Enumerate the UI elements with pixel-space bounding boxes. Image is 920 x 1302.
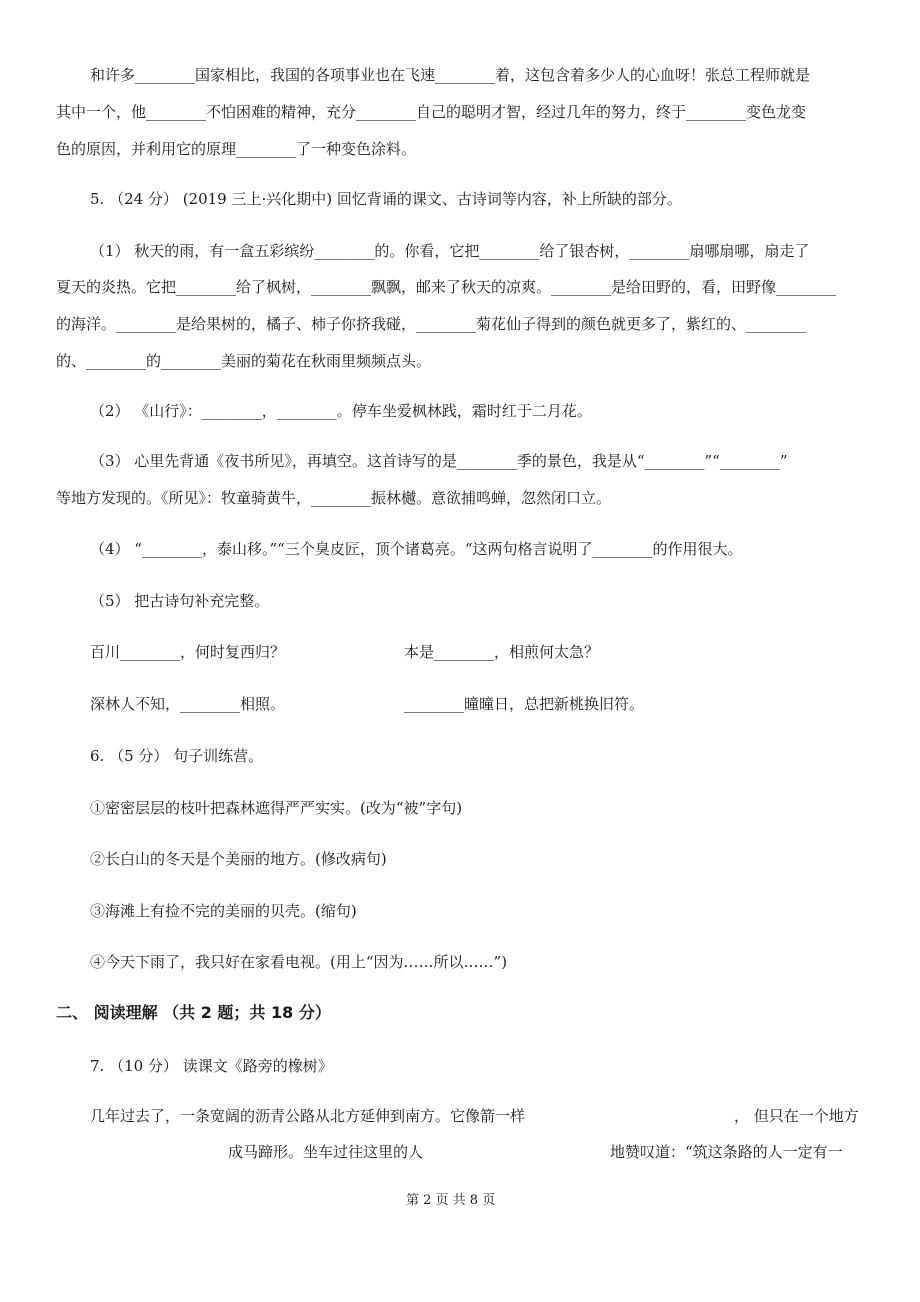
q6-item-4: ④今天下雨了，我只好在家看电视。(用上“因为……所以……”): [90, 953, 508, 971]
reading-line-2a: 成马蹄形。坐车过往这里的人: [228, 1143, 424, 1161]
poem-line-3: 深林人不知，________相照。: [90, 695, 286, 713]
page-footer: 第 2 页 共 8 页: [406, 1193, 496, 1208]
q5-part4: （4） “________，泰山移。”“三个臭皮匠，顶个诸葛亮。“这两句格言说明了________的作用很大。: [90, 540, 743, 558]
q5-part1-line-4: 的、________的________美丽的菊花在秋雨里频频点头。: [56, 352, 432, 370]
q5-part5-heading: （5） 把古诗句补充完整。: [90, 592, 270, 610]
q5-part1-line-3: 的海洋。________是给果树的，橘子、柿子你挤我碰，________菊花仙子得到的颜色就更多了，紫红的、________: [56, 315, 807, 333]
q6-item-1: ①密密层层的枝叶把森林遮得严严实实。(改为“被”字句): [90, 799, 463, 817]
text-line-1: 和许多________国家相比，我国的各项事业也在飞速________着，这包含着多少人的心血呀！张总工程师就是: [90, 66, 811, 84]
q5-part3-line-1: （3） 心里先背通《夜书所见》，再填空。这首诗写的是________季的景色，我是从“________”“________”: [90, 452, 788, 470]
q5-part2: （2） 《山行》：________，________。停车坐爱枫林践，霜时红于二月花。: [90, 402, 592, 420]
reading-line-1b: ， 但只在一个地方: [734, 1107, 859, 1125]
text-line-2: 其中一个，他________不怕困难的精神，充分________自己的聪明才智，经过几年的努力，终于________变色龙变: [56, 103, 807, 121]
question-5-heading: 5. （24 分） (2019 三上·兴化期中) 回忆背诵的课文、古诗词等内容，补上所缺的部分。: [90, 190, 682, 208]
poem-line-2: 本是________，相煎何太急？: [404, 643, 600, 661]
question-6-heading: 6. （5 分） 句子训练营。: [90, 747, 264, 765]
question-7-heading: 7. （10 分） 读课文《路旁的橡树》: [90, 1057, 333, 1075]
q6-item-3: ③海滩上有捡不完的美丽的贝壳。(缩句): [90, 902, 357, 920]
reading-line-1a: 几年过去了，一条宽阔的沥青公路从北方延伸到南方。它像箭一样: [90, 1107, 526, 1125]
poem-line-4: ________曈曈日，总把新桃换旧符。: [404, 695, 645, 713]
q5-part1-line-2: 夏天的炎热。它把________给了枫树，________飘飘，邮来了秋天的凉爽。________是给田野的，看，田野像________: [56, 278, 837, 296]
q6-item-2: ②长白山的冬天是个美丽的地方。(修改病句): [90, 850, 387, 868]
section-2-heading: 二、 阅读理解 （共 2 题；共 18 分）: [56, 1003, 331, 1022]
poem-line-1: 百川________，何时复西归？: [90, 643, 286, 661]
q5-part3-line-2: 等地方发现的。《所见》：牧童骑黄牛，________振林樾。意欲捕鸣蝉，忽然闭口立。: [56, 489, 612, 507]
reading-line-2b: 地赞叹道：“筑这条路的人一定有一: [610, 1143, 843, 1161]
text-line-3: 色的原因，并利用它的原理________了一种变色涂料。: [56, 140, 417, 158]
q5-part1-line-1: （1） 秋天的雨，有一盒五彩缤纷________的。你看，它把________给了银杏树，________扇哪扇哪，扇走了: [90, 242, 810, 260]
